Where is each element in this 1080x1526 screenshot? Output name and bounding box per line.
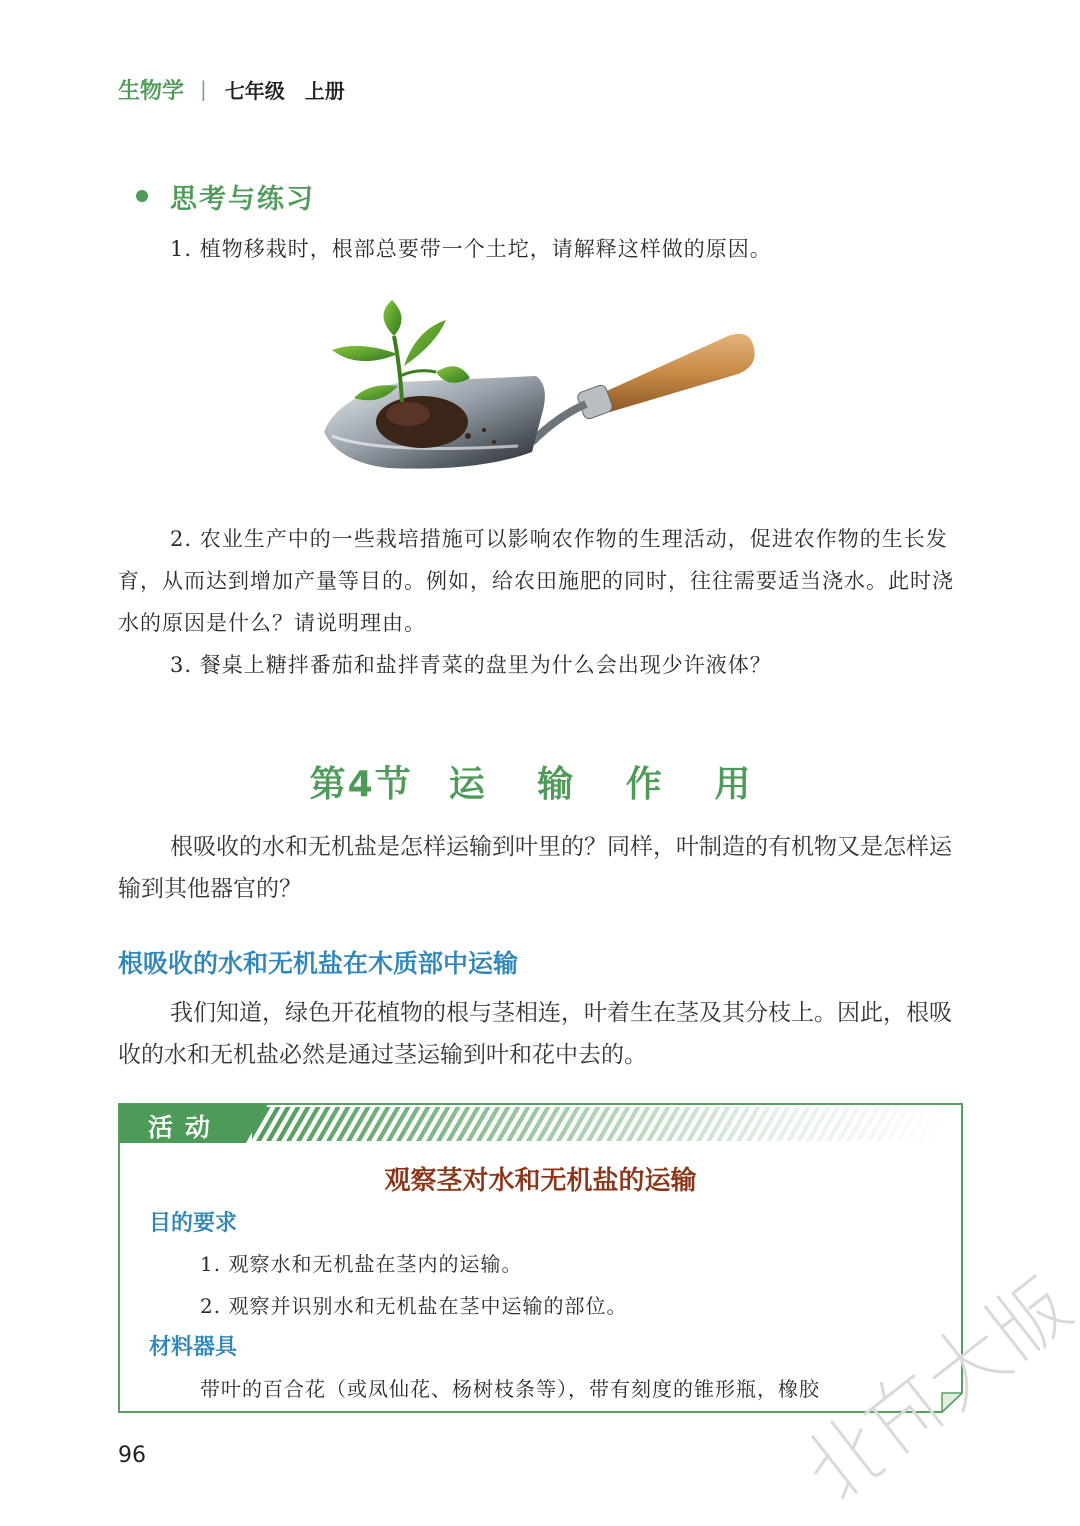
trowel-seedling-illustration [318,296,762,482]
section-intro: 根吸收的水和无机盐是怎样运输到叶里的？同样，叶制造的有机物又是怎样运输到其他器官的？ [118,834,952,902]
page-number: 96 [118,1443,146,1468]
header-subject: 生物学 [118,78,185,104]
subheading: 根吸收的水和无机盐在木质部中运输 [118,949,519,978]
activity-title: 观察茎对水和无机盐的运输 [384,1166,697,1196]
think-practice-title: 思考与练习 [170,183,315,215]
header-separator: | [200,77,207,101]
think-practice-heading [136,178,315,214]
purpose-item: 1. 观察水和无机盐在茎内的运输。 [200,1252,523,1276]
materials-text: 带叶的百合花（或凤仙花、杨树枝条等），带有刻度的锥形瓶，橡胶 [200,1377,820,1401]
running-header [118,74,345,104]
section-title [0,756,1080,807]
bullet-dot-icon [136,190,148,202]
purpose-item: 2. 观察并识别水和无机盐在茎中运输的部位。 [200,1294,628,1318]
purpose-label: 目的要求 [149,1211,238,1236]
publisher-watermark [752,1208,1080,1526]
question-3: 3. 餐桌上糖拌番茄和盐拌青菜的盘里为什么会出现少许液体？ [170,653,772,677]
question-1: 1. 植物移栽时，根部总要带一个土坨，请解释这样做的原因。 [170,237,772,261]
section-number: 第4节 [309,764,413,805]
body-paragraph: 我们知道，绿色开花植物的根与茎相连，叶着生在茎及其分枝上。因此，根吸收的水和无机盐必然是通过茎运输到叶和花中去的。 [118,1000,952,1068]
header-volume: 上册 [304,78,345,103]
materials-label: 材料器具 [149,1335,238,1360]
header-grade: 七年级 [224,78,285,103]
question-2: 2. 农业生产中的一些栽培措施可以影响农作物的生理活动，促进农作物的生长发育，从而达到增加产量等目的。例如，给农田施肥的同时，往往需要适当浇水。此时浇水的原因是什么？请说明理由。 [118,527,954,635]
section-name: 运 输 作 用 [448,764,771,805]
activity-tab-label: 活动 [148,1113,223,1142]
